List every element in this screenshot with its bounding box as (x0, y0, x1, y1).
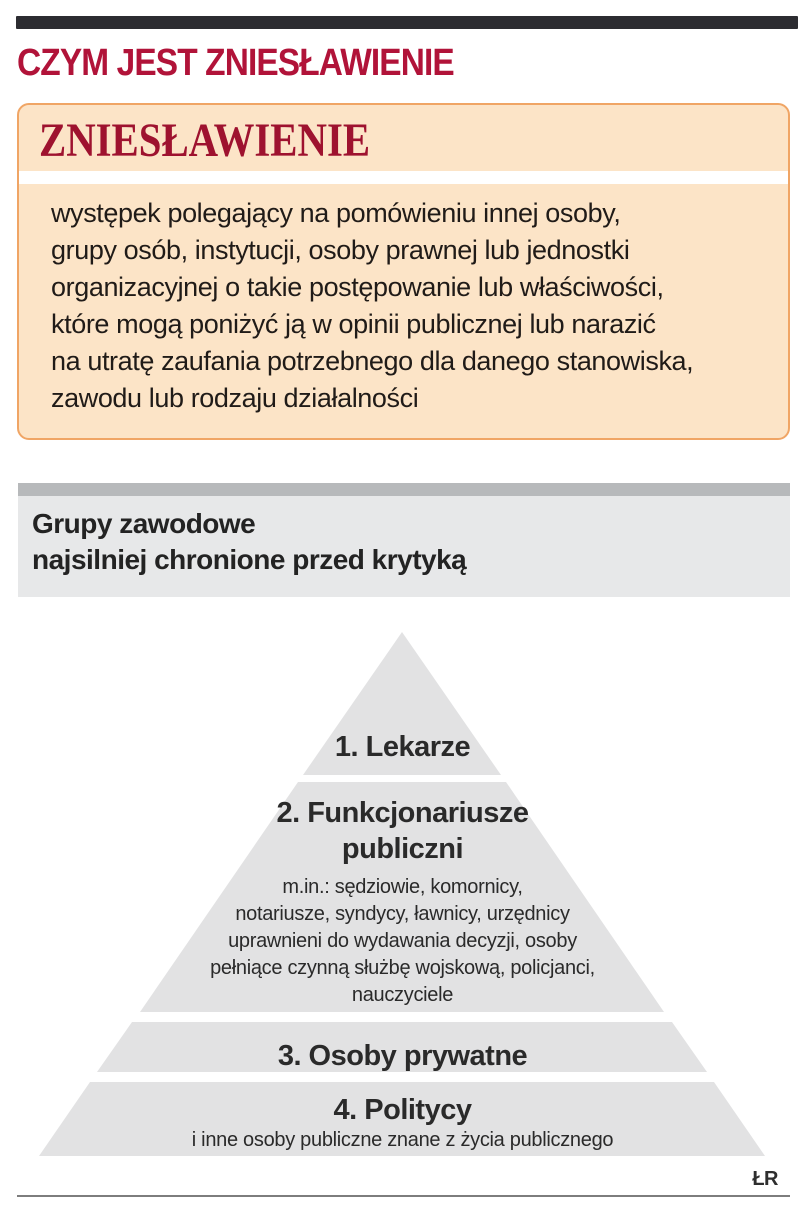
pyramid-level-3-label: 3. Osoby prywatne (277, 1040, 528, 1072)
pyramid-level-2-label (0, 795, 805, 867)
definition-body-line: zawodu lub rodzaju działalności (51, 383, 419, 413)
definition-box (17, 103, 790, 440)
groups-header-line1: Grupy zawodowe (32, 508, 256, 539)
definition-body-line: organizacyjnej o takie postępowanie lub właściwości, (51, 272, 664, 302)
pyramid-level-2-detail-line: nauczyciele (351, 984, 454, 1006)
definition-divider (19, 171, 788, 184)
definition-heading: ZNIESŁAWIENIE (39, 114, 371, 167)
groups-header-strip (18, 483, 790, 496)
groups-section-header (18, 483, 790, 597)
pyramid-level-2-detail-line: m.in.: sędziowie, komornicy, (282, 876, 523, 898)
pyramid-level-2-detail-line: pełniące czynną służbę wojskową, policjanci, (210, 957, 595, 979)
pyramid-level-2-detail-line: notariusze, syndycy, ławnicy, urzędnicy (235, 903, 570, 925)
pyramid-level-4-detail: i inne osoby publiczne znane z życia publicznego (191, 1129, 614, 1151)
definition-body-line: grupy osób, instytucji, osoby prawnej lub jednostki (51, 235, 630, 265)
definition-body-line: które mogą poniżyć ją w opinii publicznej lub narazić (51, 309, 656, 339)
pyramid-level-2-label-line2: publiczni (341, 833, 464, 865)
groups-header-text (32, 506, 790, 578)
pyramid-level-1-label: 1. Lekarze (334, 731, 471, 763)
pyramid-level-4-label: 4. Politycy (333, 1094, 472, 1126)
pyramid-level-2-detail (0, 874, 805, 1009)
definition-body (51, 195, 788, 417)
protection-pyramid (0, 628, 805, 1168)
bottom-rule (17, 1195, 790, 1197)
author-initials: ŁR (752, 1168, 778, 1190)
pyramid-level-2-label-line1: 2. Funkcjonariusze (276, 797, 529, 829)
top-rule (16, 16, 798, 29)
definition-body-line: na utratę zaufania potrzebnego dla danego stanowiska, (51, 346, 694, 376)
definition-body-line: występek polegający na pomówieniu innej osoby, (51, 198, 621, 228)
pyramid-level-2-detail-line: uprawnieni do wydawania decyzji, osoby (228, 930, 577, 952)
groups-header-line2: najsilniej chronione przed krytyką (32, 544, 467, 575)
page-title: CZYM JEST ZNIESŁAWIENIE (17, 42, 454, 84)
